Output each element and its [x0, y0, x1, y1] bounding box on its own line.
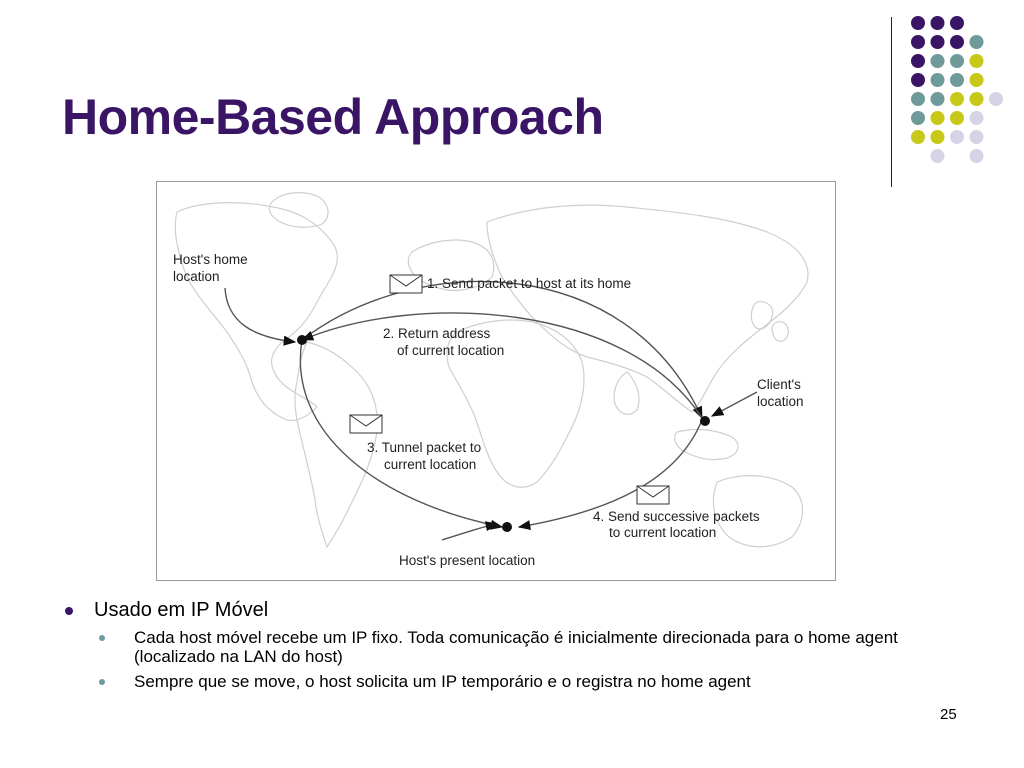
decorative-dot: [931, 54, 945, 68]
decorative-dot: [931, 35, 945, 49]
packet-routes: [225, 281, 757, 540]
decorative-dot: [950, 111, 964, 125]
decorative-dot: [911, 16, 925, 30]
decorative-dot: [911, 73, 925, 87]
decorative-dot: [950, 130, 964, 144]
decorative-dot: [950, 54, 964, 68]
page-number: 25: [940, 706, 957, 723]
decorative-dot: [911, 54, 925, 68]
envelope-icon: [390, 275, 422, 293]
slide-title: Home-Based Approach: [62, 89, 604, 145]
home-location-node: [297, 335, 307, 345]
decorative-dot: [911, 92, 925, 106]
decorative-dot-grid: [0, 0, 1024, 200]
decorative-dot: [970, 54, 984, 68]
decorative-dot: [970, 92, 984, 106]
home-location-label: Host's home: [173, 252, 248, 267]
client-location-label: Client's: [757, 377, 801, 392]
sub-bullet-icon: [99, 635, 105, 641]
client-location-node: [700, 416, 710, 426]
decorative-dot: [931, 16, 945, 30]
decorative-dot: [931, 73, 945, 87]
step4-label: 4. Send successive packets: [593, 509, 760, 524]
step4-label: to current location: [609, 525, 717, 540]
decorative-dot: [911, 130, 925, 144]
decorative-dot: [950, 92, 964, 106]
step2-label: of current location: [397, 343, 505, 358]
decorative-dot: [911, 35, 925, 49]
present-location-node: [502, 522, 512, 532]
bullet-list: [62, 598, 962, 691]
decorative-dot: [931, 149, 945, 163]
sub-bullet-icon: [99, 679, 105, 685]
sub-bullet-text: Sempre que se move, o host solicita um IP temporário e o registra no home agent: [134, 672, 751, 691]
client-location-label: location: [757, 394, 804, 409]
world-map: [175, 193, 808, 547]
decorative-dot: [931, 130, 945, 144]
step3-label: 3. Tunnel packet to: [367, 440, 482, 455]
step2-label: 2. Return address: [383, 326, 491, 341]
decorative-dot: [970, 73, 984, 87]
decorative-dot: [931, 111, 945, 125]
decorative-dot: [911, 111, 925, 125]
envelope-icon: [350, 415, 382, 433]
decorative-dot: [970, 35, 984, 49]
bullet-text: Usado em IP Móvel: [94, 599, 269, 621]
step1-label: 1. Send packet to host at its home: [427, 276, 632, 291]
decorative-dot: [950, 73, 964, 87]
sub-bullet-item: [62, 628, 924, 666]
decorative-dot: [950, 35, 964, 49]
step3-label: current location: [384, 457, 477, 472]
decorative-dot: [970, 130, 984, 144]
decorative-dot: [989, 92, 1003, 106]
diagram-canvas: [157, 182, 835, 580]
decorative-dot: [931, 92, 945, 106]
sub-bullet-text: Cada host móvel recebe um IP fixo. Toda comunicação é inicialmente direcionada para o home agent (localizado na LAN do host): [134, 628, 898, 666]
decorative-dot: [970, 149, 984, 163]
decorative-dot: [950, 16, 964, 30]
sub-bullet-item: [62, 672, 924, 691]
bullet-item: [62, 598, 962, 622]
home-location-label: location: [173, 269, 220, 284]
envelope-icon: [637, 486, 669, 504]
decorative-dot: [970, 111, 984, 125]
mobile-ip-diagram: [156, 181, 836, 581]
bullet-icon: [65, 607, 73, 615]
present-location-label: Host's present location: [399, 553, 536, 568]
